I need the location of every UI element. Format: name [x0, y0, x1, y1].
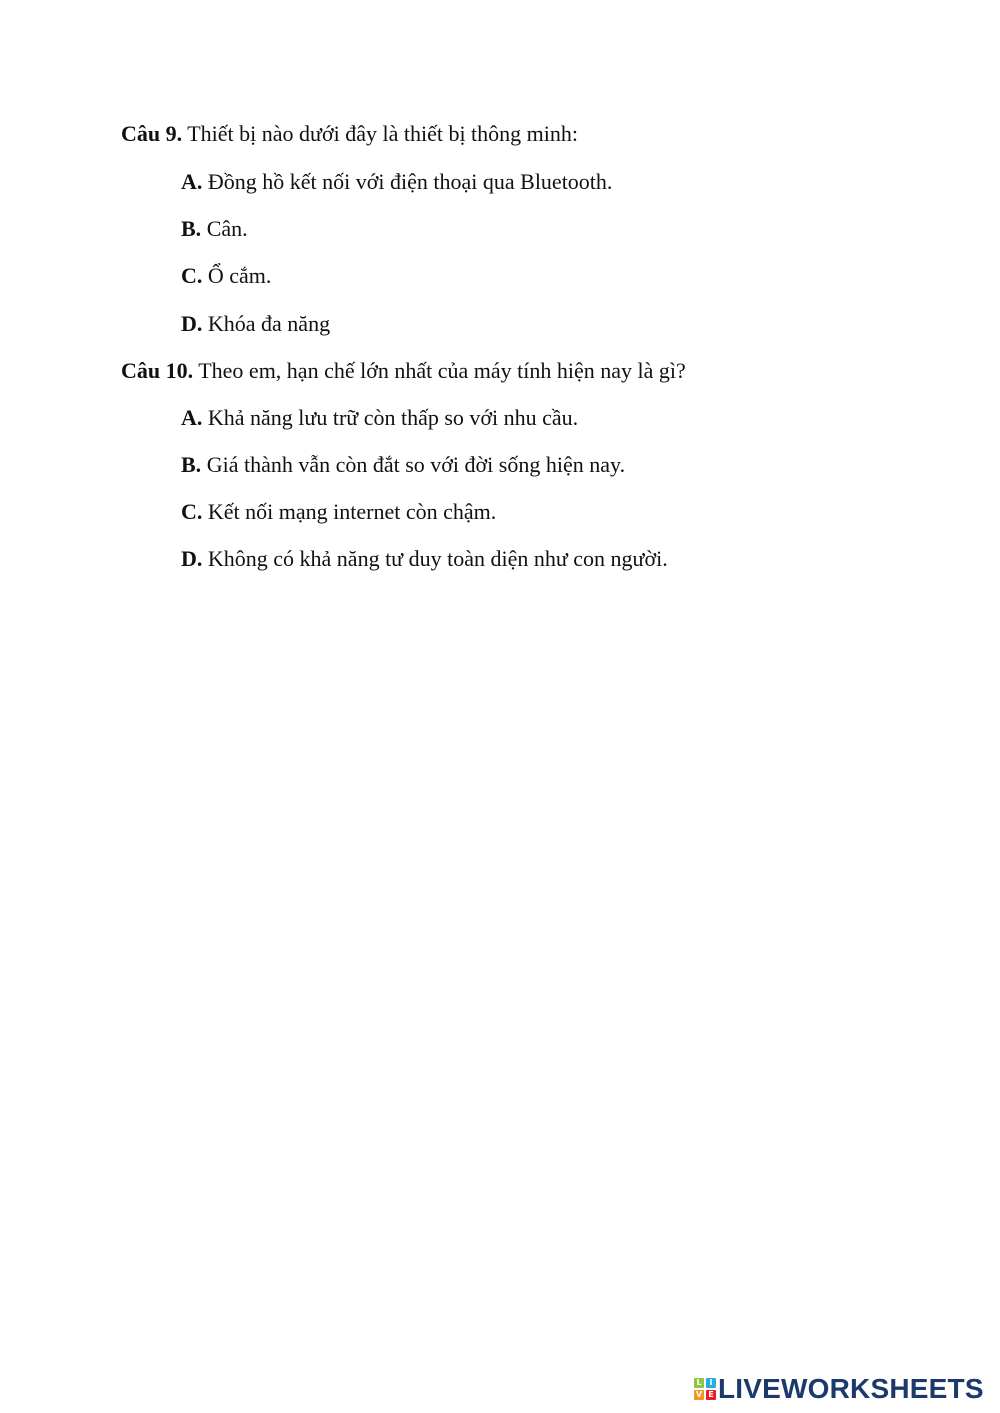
logo-mark-cell: I: [706, 1378, 716, 1388]
liveworksheets-logo: [694, 1374, 984, 1404]
option-label: D.: [181, 546, 203, 571]
logo-mark-cell: E: [706, 1390, 716, 1400]
answer-option-10b[interactable]: [181, 452, 625, 478]
answer-option-9c[interactable]: [181, 263, 271, 289]
logo-text: LIVEWORKSHEETS: [718, 1373, 984, 1404]
option-label: B.: [181, 216, 202, 241]
option-label: D.: [181, 311, 203, 336]
question-10: [121, 358, 686, 384]
answer-option-9a[interactable]: [181, 169, 612, 195]
answer-option-10d[interactable]: [181, 546, 668, 572]
question-9: [121, 121, 578, 147]
option-label: C.: [181, 263, 203, 288]
option-text: Đồng hồ kết nối với điện thoại qua Bluetooth.: [202, 169, 613, 194]
option-label: A.: [181, 405, 203, 430]
logo-mark-cell: V: [695, 1390, 703, 1399]
option-text: Khóa đa năng: [202, 311, 331, 336]
option-text: Không có khả năng tư duy toàn diện như con người.: [202, 546, 668, 571]
option-text: Cân.: [201, 216, 248, 241]
answer-option-9d[interactable]: [181, 311, 330, 337]
option-text: Giá thành vẫn còn đắt so với đời sống hiện nay.: [201, 452, 626, 477]
answer-option-9b[interactable]: [181, 216, 248, 242]
option-text: Kết nối mạng internet còn chậm.: [202, 499, 497, 524]
liveworksheets-logo-icon: [694, 1378, 716, 1400]
question-text: Theo em, hạn chế lớn nhất của máy tính hiện nay là gì?: [193, 358, 686, 383]
option-text: Khả năng lưu trữ còn thấp so với nhu cầu.: [202, 405, 579, 430]
question-label: Câu 10.: [121, 358, 194, 383]
option-label: C.: [181, 499, 203, 524]
option-label: A.: [181, 169, 203, 194]
option-text: Ổ cắm.: [202, 263, 272, 288]
logo-mark-cell: L: [694, 1378, 704, 1388]
option-label: B.: [181, 452, 202, 477]
question-text: Thiết bị nào dưới đây là thiết bị thông minh:: [182, 121, 579, 146]
answer-option-10a[interactable]: [181, 405, 578, 431]
answer-option-10c[interactable]: [181, 499, 496, 525]
question-label: Câu 9.: [121, 121, 183, 146]
